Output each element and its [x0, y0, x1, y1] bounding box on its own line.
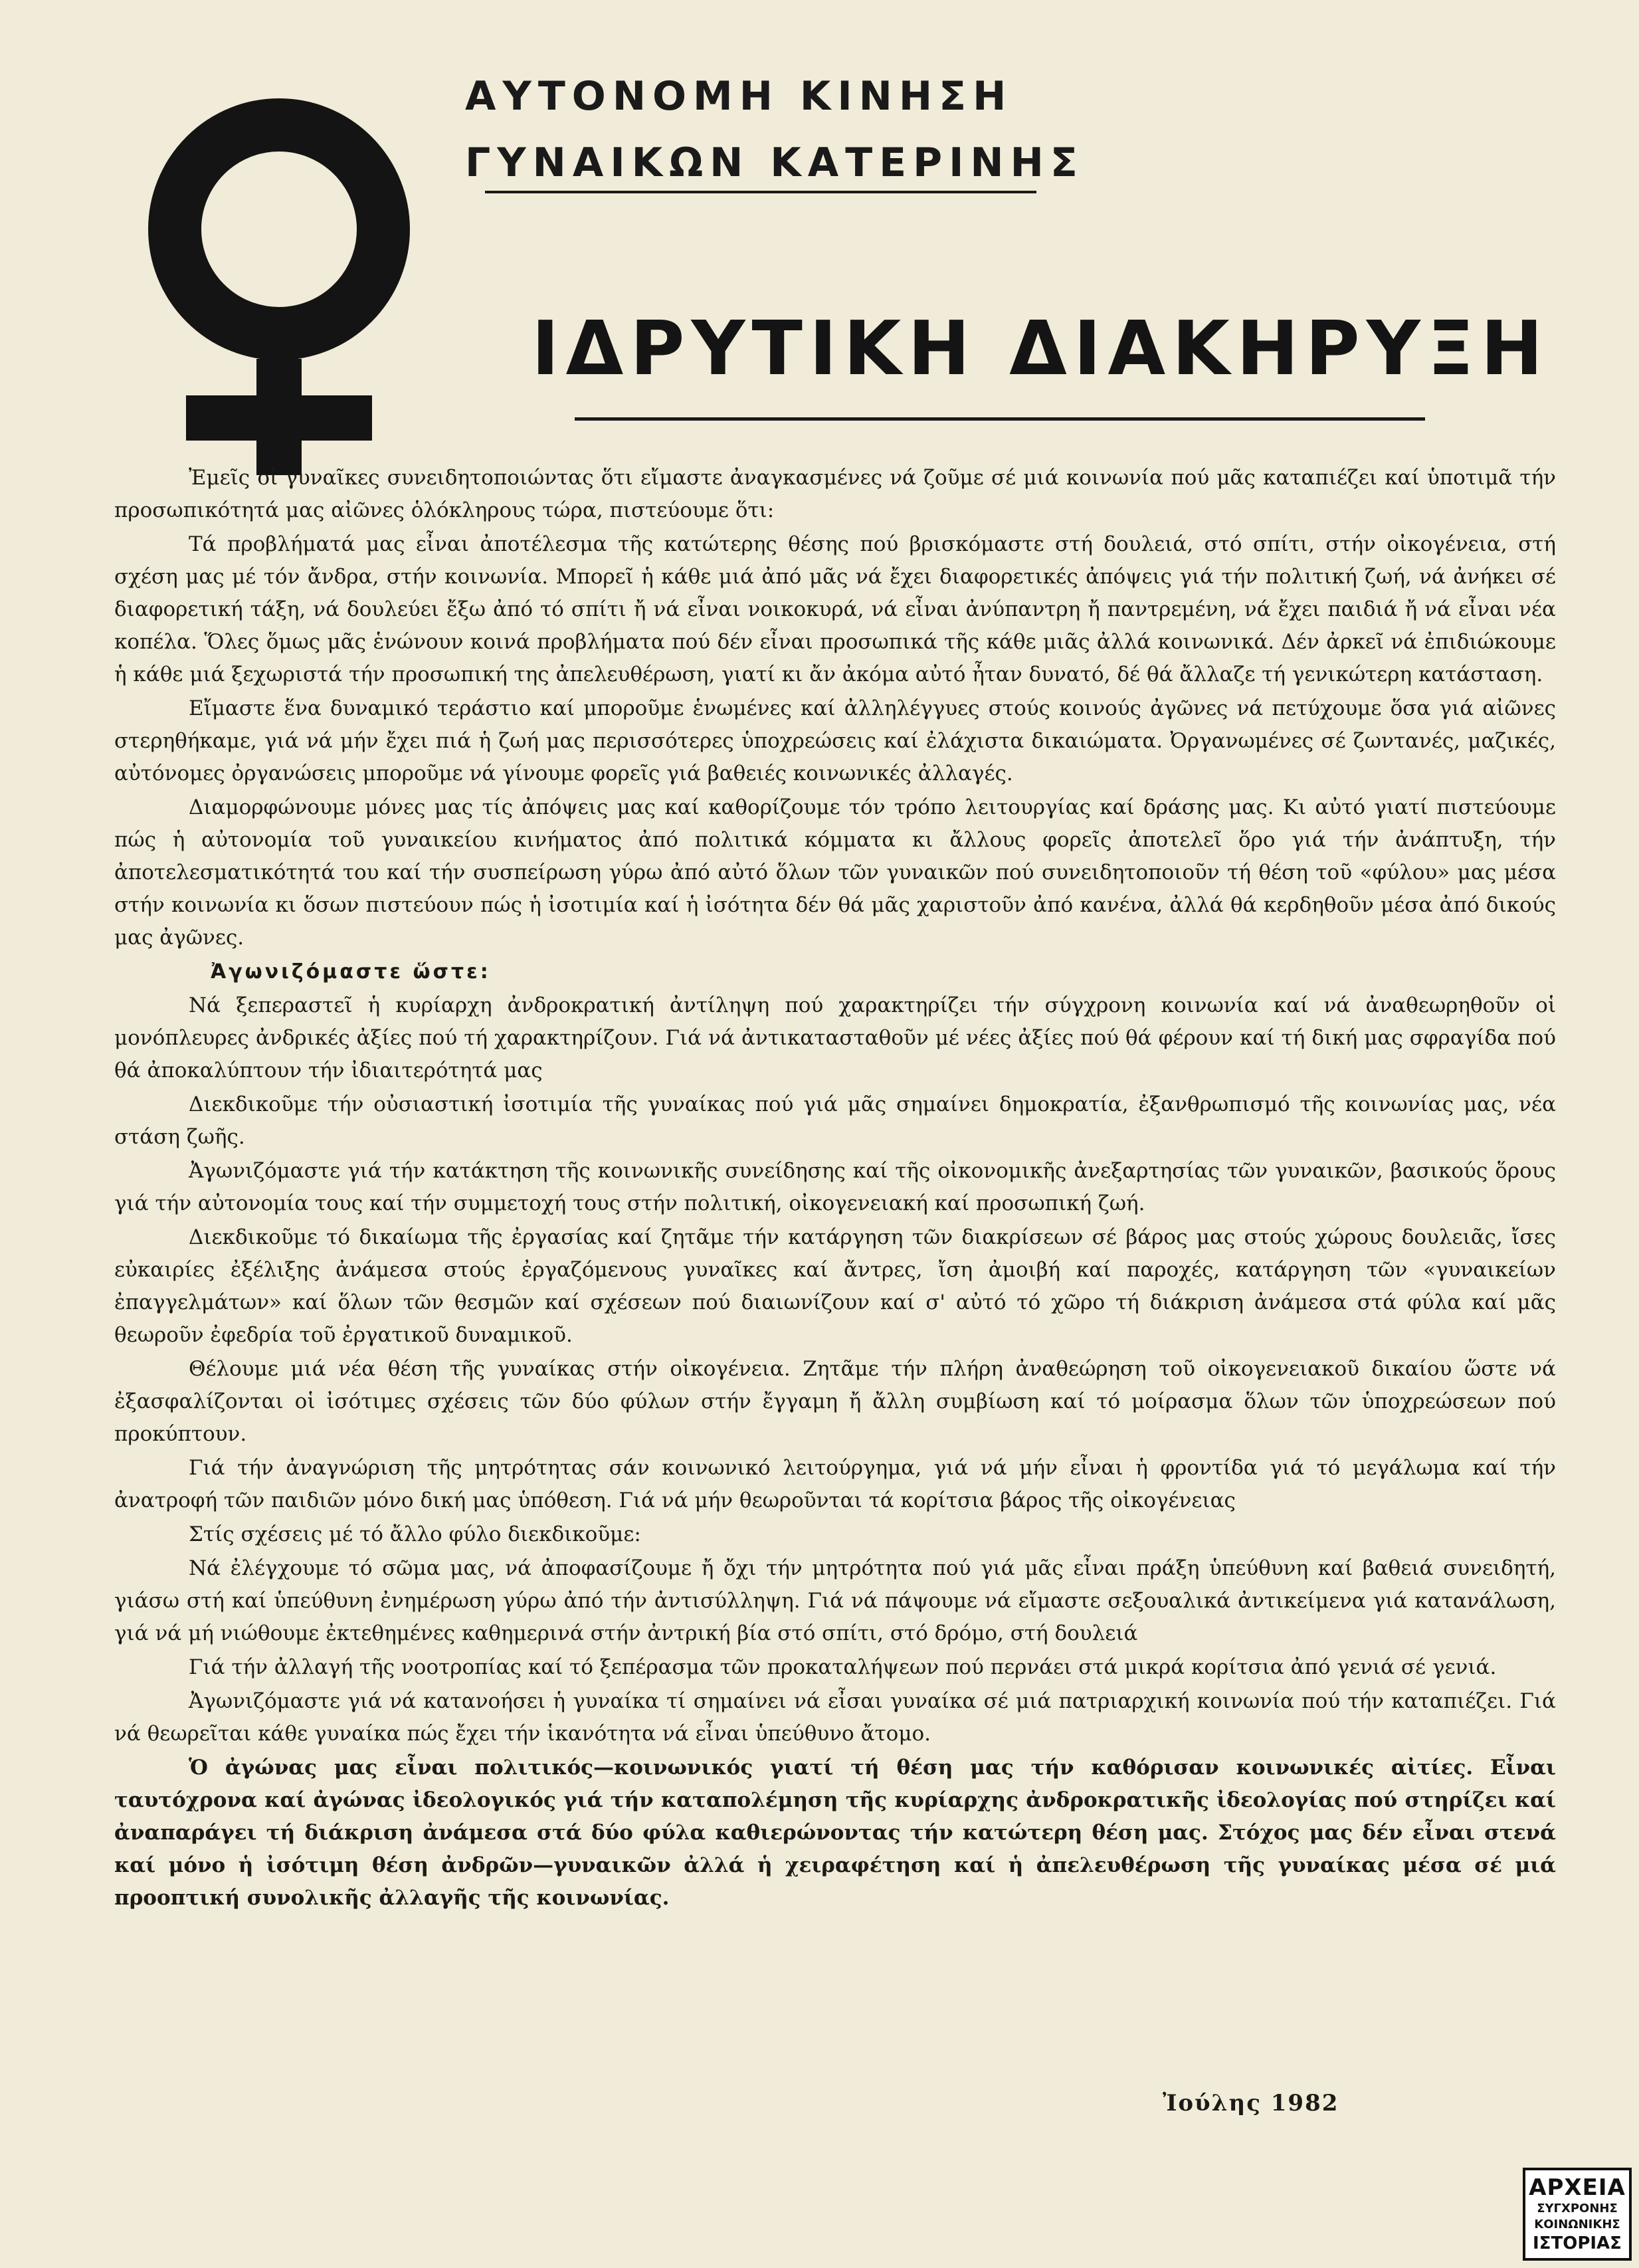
- paragraph: Τά προβλήματά μας εἶναι ἀποτέλεσμα τῆς κατώτερης θέσης πού βρισκόμαστε στή δουλειά, στό σπίτι, στήν οἰκογένεια, στή σχέση μας μέ τόν ἄνδρα, στήν κοινωνία. Μπορεῖ ἡ κάθε μιά ἀπό μᾶς νά ἔχει διαφορετικές ἀπόψεις γιά τήν πολιτική ζωή, νά ἀνήκει σέ διαφορετική τάξη, νά δουλεύει ἔξω ἀπό τό σπίτι ἤ νά εἶναι νοικοκυρά, νά εἶναι ἀνύπαντρη ἤ παντρεμένη, νά ἔχει παιδιά ἤ νά εἶναι νέα κοπέλα. Ὅλες ὅμως μᾶς ἑνώνουν κοινά προβλήματα πού δέν εἶναι προσωπικά τῆς κάθε μιᾶς ἀλλά κοινωνικά. Δέν ἀρκεῖ νά ἐπιδιώκουμε ἡ κάθε μιά ξεχωριστά τήν προσωπική της ἀπελευθέρωση, γιατί κι ἄν ἀκόμα αὐτό ἦταν δυνατό, δέ θά ἄλλαζε τή γενικώτερη κατάσταση.: [114, 532, 1556, 686]
- document-date: Ἰούλης 1982: [1163, 2090, 1339, 2116]
- org-name-line1: ΑΥΤΟΝΟΜΗ ΚΙΝΗΣΗ: [465, 73, 1013, 120]
- paragraph: Θέλουμε μιά νέα θέση τῆς γυναίκας στήν οἰκογένεια. Ζητᾶμε τήν πλήρη ἀναθεώρηση τοῦ οἰκογενειακοῦ δικαίου ὥστε νά ἐξασφαλίζονται οἱ ἰσότιμες σχέσεις τῶν δύο φύλων στήν ἔγγαμη ἤ ἄλλη συμβίωση καί τό μοίρασμα ὅλων τῶν ὑποχρεώσεων πού προκύπτουν.: [114, 1357, 1556, 1446]
- document-title: ΙΔΡΥΤΙΚΗ ΔΙΑΚΗΡΥΞΗ: [531, 306, 1550, 392]
- declaration-body: [114, 462, 1556, 1916]
- paragraph: Νά ξεπεραστεῖ ἡ κυρίαρχη ἀνδροκρατική ἀντίληψη πού χαρακτηρίζει τήν σύγχρονη κοινωνία καί νά ἀναθεωρηθοῦν οἱ μονόπλευρες ἀνδρικές ἀξίες πού τή χαρακτηρίζουν. Γιά νά ἀντικατασταθοῦν μέ νέες ἀξίες πού θά φέρουν καί τή δική μας σφραγίδα πού θά ἀποκαλύπτουν τήν ἰδιαιτερότητά μας: [114, 993, 1556, 1082]
- stamp-line2: ΣΥΓΧΡΟΝΗΣ: [1537, 2202, 1618, 2216]
- section-heading: Ἀγωνιζόμαστε ὥστε:: [211, 960, 491, 983]
- title-underline: [575, 417, 1425, 421]
- paragraph: Γιά τήν ἀλλαγή τῆς νοοτροπίας καί τό ξεπέρασμα τῶν προκαταλήψεων πού περνάει στά μικρά κορίτσια ἀπό γενιά σέ γενιά.: [189, 1655, 1497, 1679]
- paragraph: Διεκδικοῦμε τό δικαίωμα τῆς ἐργασίας καί ζητᾶμε τήν κατάργηση τῶν διακρίσεων σέ βάρος μας στούς χώρους δουλειᾶς, ἴσες εὐκαιρίες ἐξέλιξης ἀνάμεσα στούς ἐργαζόμενους γυναῖκες καί ἄντρες, ἴση ἀμοιβή καί παροχές, κατάργηση τῶν «γυναικείων ἐπαγγελμάτων» καί ὅλων τῶν θεσμῶν καί σχέσεων πού διαιωνίζουν καί σ' αὐτό τό χῶρο τή διάκριση ἀνάμεσα στά φύλα καί μᾶς θεωροῦν ἐφεδρία τοῦ ἐργατικοῦ δυναμικοῦ.: [114, 1225, 1556, 1347]
- paragraph: Ἐμεῖς οἱ γυναῖκες συνειδητοποιώντας ὅτι εἴμαστε ἀναγκασμένες νά ζοῦμε σέ μιά κοινωνία πού μᾶς καταπιέζει καί ὑποτιμᾶ τήν προσωπικότητά μας αἰῶνες ὁλόκληρους τώρα, πιστεύουμε ὅτι:: [114, 466, 1556, 522]
- paragraph: Διεκδικοῦμε τήν οὐσιαστική ἰσοτιμία τῆς γυναίκας πού γιά μᾶς σημαίνει δημοκρατία, ἐξανθρωπισμό τῆς κοινωνίας μας, νέα στάση ζωῆς.: [114, 1092, 1556, 1149]
- paragraph: Εἴμαστε ἕνα δυναμικό τεράστιο καί μποροῦμε ἑνωμένες καί ἀλληλέγγυες στούς κοινούς ἀγῶνες νά πετύχουμε ὅσα γιά αἰῶνες στερηθήκαμε, γιά νά μήν ἔχει πιά ἡ ζωή μας περισσότερες ὑποχρεώσεις καί ἐλάχιστα δικαιώματα. Ὀργανωμένες σέ ζωντανές, μαζικές, αὐτόνομες ὀργανώσεις μποροῦμε νά γίνουμε φορεῖς γιά βαθειές κοινωνικές ἀλλαγές.: [114, 696, 1556, 785]
- paragraph: Ὁ ἀγώνας μας εἶναι πολιτικός—κοινωνικός γιατί τή θέση μας τήν καθόρισαν κοινωνικές αἰτίες. Εἶναι ταυτόχρονα καί ἀγώνας ἰδεολογικός γιά τήν καταπολέμηση τῆς κυρίαρχης ἀνδροκρατικῆς ἰδεολογίας πού στηρίζει καί ἀναπαράγει τή διάκριση ἀνάμεσα στά δύο φύλα καθιερώνοντας τήν κατώτερη θέση μας. Στόχος μας δέν εἶναι στενά καί μόνο ἡ ἰσότιμη θέση ἀνδρῶν—γυναικῶν ἀλλά ἡ χειραφέτηση καί ἡ ἀπελευθέρωση τῆς γυναίκας μέσα σέ μιά προοπτική συνολικῆς ἀλλαγῆς τῆς κοινωνίας.: [114, 1756, 1556, 1910]
- paragraph: Γιά τήν ἀναγνώριση τῆς μητρότητας σάν κοινωνικό λειτούργημα, γιά νά μήν εἶναι ἡ φροντίδα γιά τό μεγάλωμα καί τήν ἀνατροφή τῶν παιδιῶν μόνο δική μας ὑπόθεση. Γιά νά μήν θεωροῦνται τά κορίτσια βάρος τῆς οἰκογένειας: [114, 1456, 1556, 1512]
- stamp-line1: ΑΡΧΕΙΑ: [1529, 2174, 1626, 2201]
- venus-symbol-icon: [133, 93, 425, 478]
- stamp-line3: ΚΟΙΝΩΝΙΚΗΣ: [1534, 2217, 1620, 2231]
- paragraph: Στίς σχέσεις μέ τό ἄλλο φύλο διεκδικοῦμε:: [189, 1522, 641, 1546]
- paragraph: Νά ἐλέγχουμε τό σῶμα μας, νά ἀποφασίζουμε ἤ ὄχι τήν μητρότητα πού γιά μᾶς εἶναι πράξη ὑπεύθυνη καί βαθειά συνειδητή, γιάσω στή καί ὑπεύθυνη ἐνημέρωση γύρω ἀπό τήν ἀντισύλληψη. Γιά νά πάψουμε νά εἴμαστε σεξουαλικά ἀντικείμενα γιά κατανάλωση, γιά νά μή νιώθουμε ἐκτεθημένες καθημερινά στήν ἀντρική βία στό σπίτι, στό δρόμο, στή δουλειά: [114, 1556, 1556, 1645]
- header-divider: [485, 191, 1036, 193]
- paragraph: Διαμορφώνουμε μόνες μας τίς ἀπόψεις μας καί καθορίζουμε τόν τρόπο λειτουργίας καί δράσης μας. Κι αὐτό γιατί πιστεύουμε πώς ἡ αὐτονομία τοῦ γυναικείου κινήματος ἀπό πολιτικά κόμματα κι ἄλλους φορεῖς ἀποτελεῖ ὅρο γιά τήν ἀνάπτυξη, τήν ἀποτελεσματικότητά του καί τήν συσπείρωση γύρω ἀπό αὐτό ὅλων τῶν γυναικῶν πού συνειδητοποιοῦν τή θέση τοῦ «φύλου» μας μέσα στήν κοινωνία κι ὅσων πιστεύουν πώς ἡ ἰσοτιμία καί ἡ ἰσότητα δέν θά μᾶς χαριστοῦν ἀπό κανένα, ἀλλά θά κερδηθοῦν μέσα ἀπό δικούς μας ἀγῶνες.: [114, 795, 1556, 950]
- paragraph: Ἀγωνιζόμαστε γιά νά κατανοήσει ἡ γυναίκα τί σημαίνει νά εἶσαι γυναίκα σέ μιά πατριαρχική κοινωνία πού τήν καταπιέζει. Γιά νά θεωρεῖται κάθε γυναίκα πώς ἔχει τήν ἱκανότητα νά εἶναι ὑπεύθυνο ἄτομο.: [114, 1689, 1556, 1746]
- paragraph: Ἀγωνιζόμαστε γιά τήν κατάκτηση τῆς κοινωνικῆς συνείδησης καί τῆς οἰκονομικῆς ἀνεξαρτησίας τῶν γυναικῶν, βασικούς ὅρους γιά τήν αὐτονομία τους καί τήν συμμετοχή τους στήν πολιτική, οἰκογενειακή καί προσωπική ζωή.: [114, 1159, 1556, 1215]
- organization-name: [465, 63, 1084, 196]
- org-name-line2: ΓΥΝΑΙΚΩΝ ΚΑΤΕΡΙΝΗΣ: [465, 140, 1084, 186]
- stamp-line4: ΙΣΤΟΡΙΑΣ: [1533, 2233, 1622, 2253]
- archive-stamp: [1523, 2168, 1632, 2261]
